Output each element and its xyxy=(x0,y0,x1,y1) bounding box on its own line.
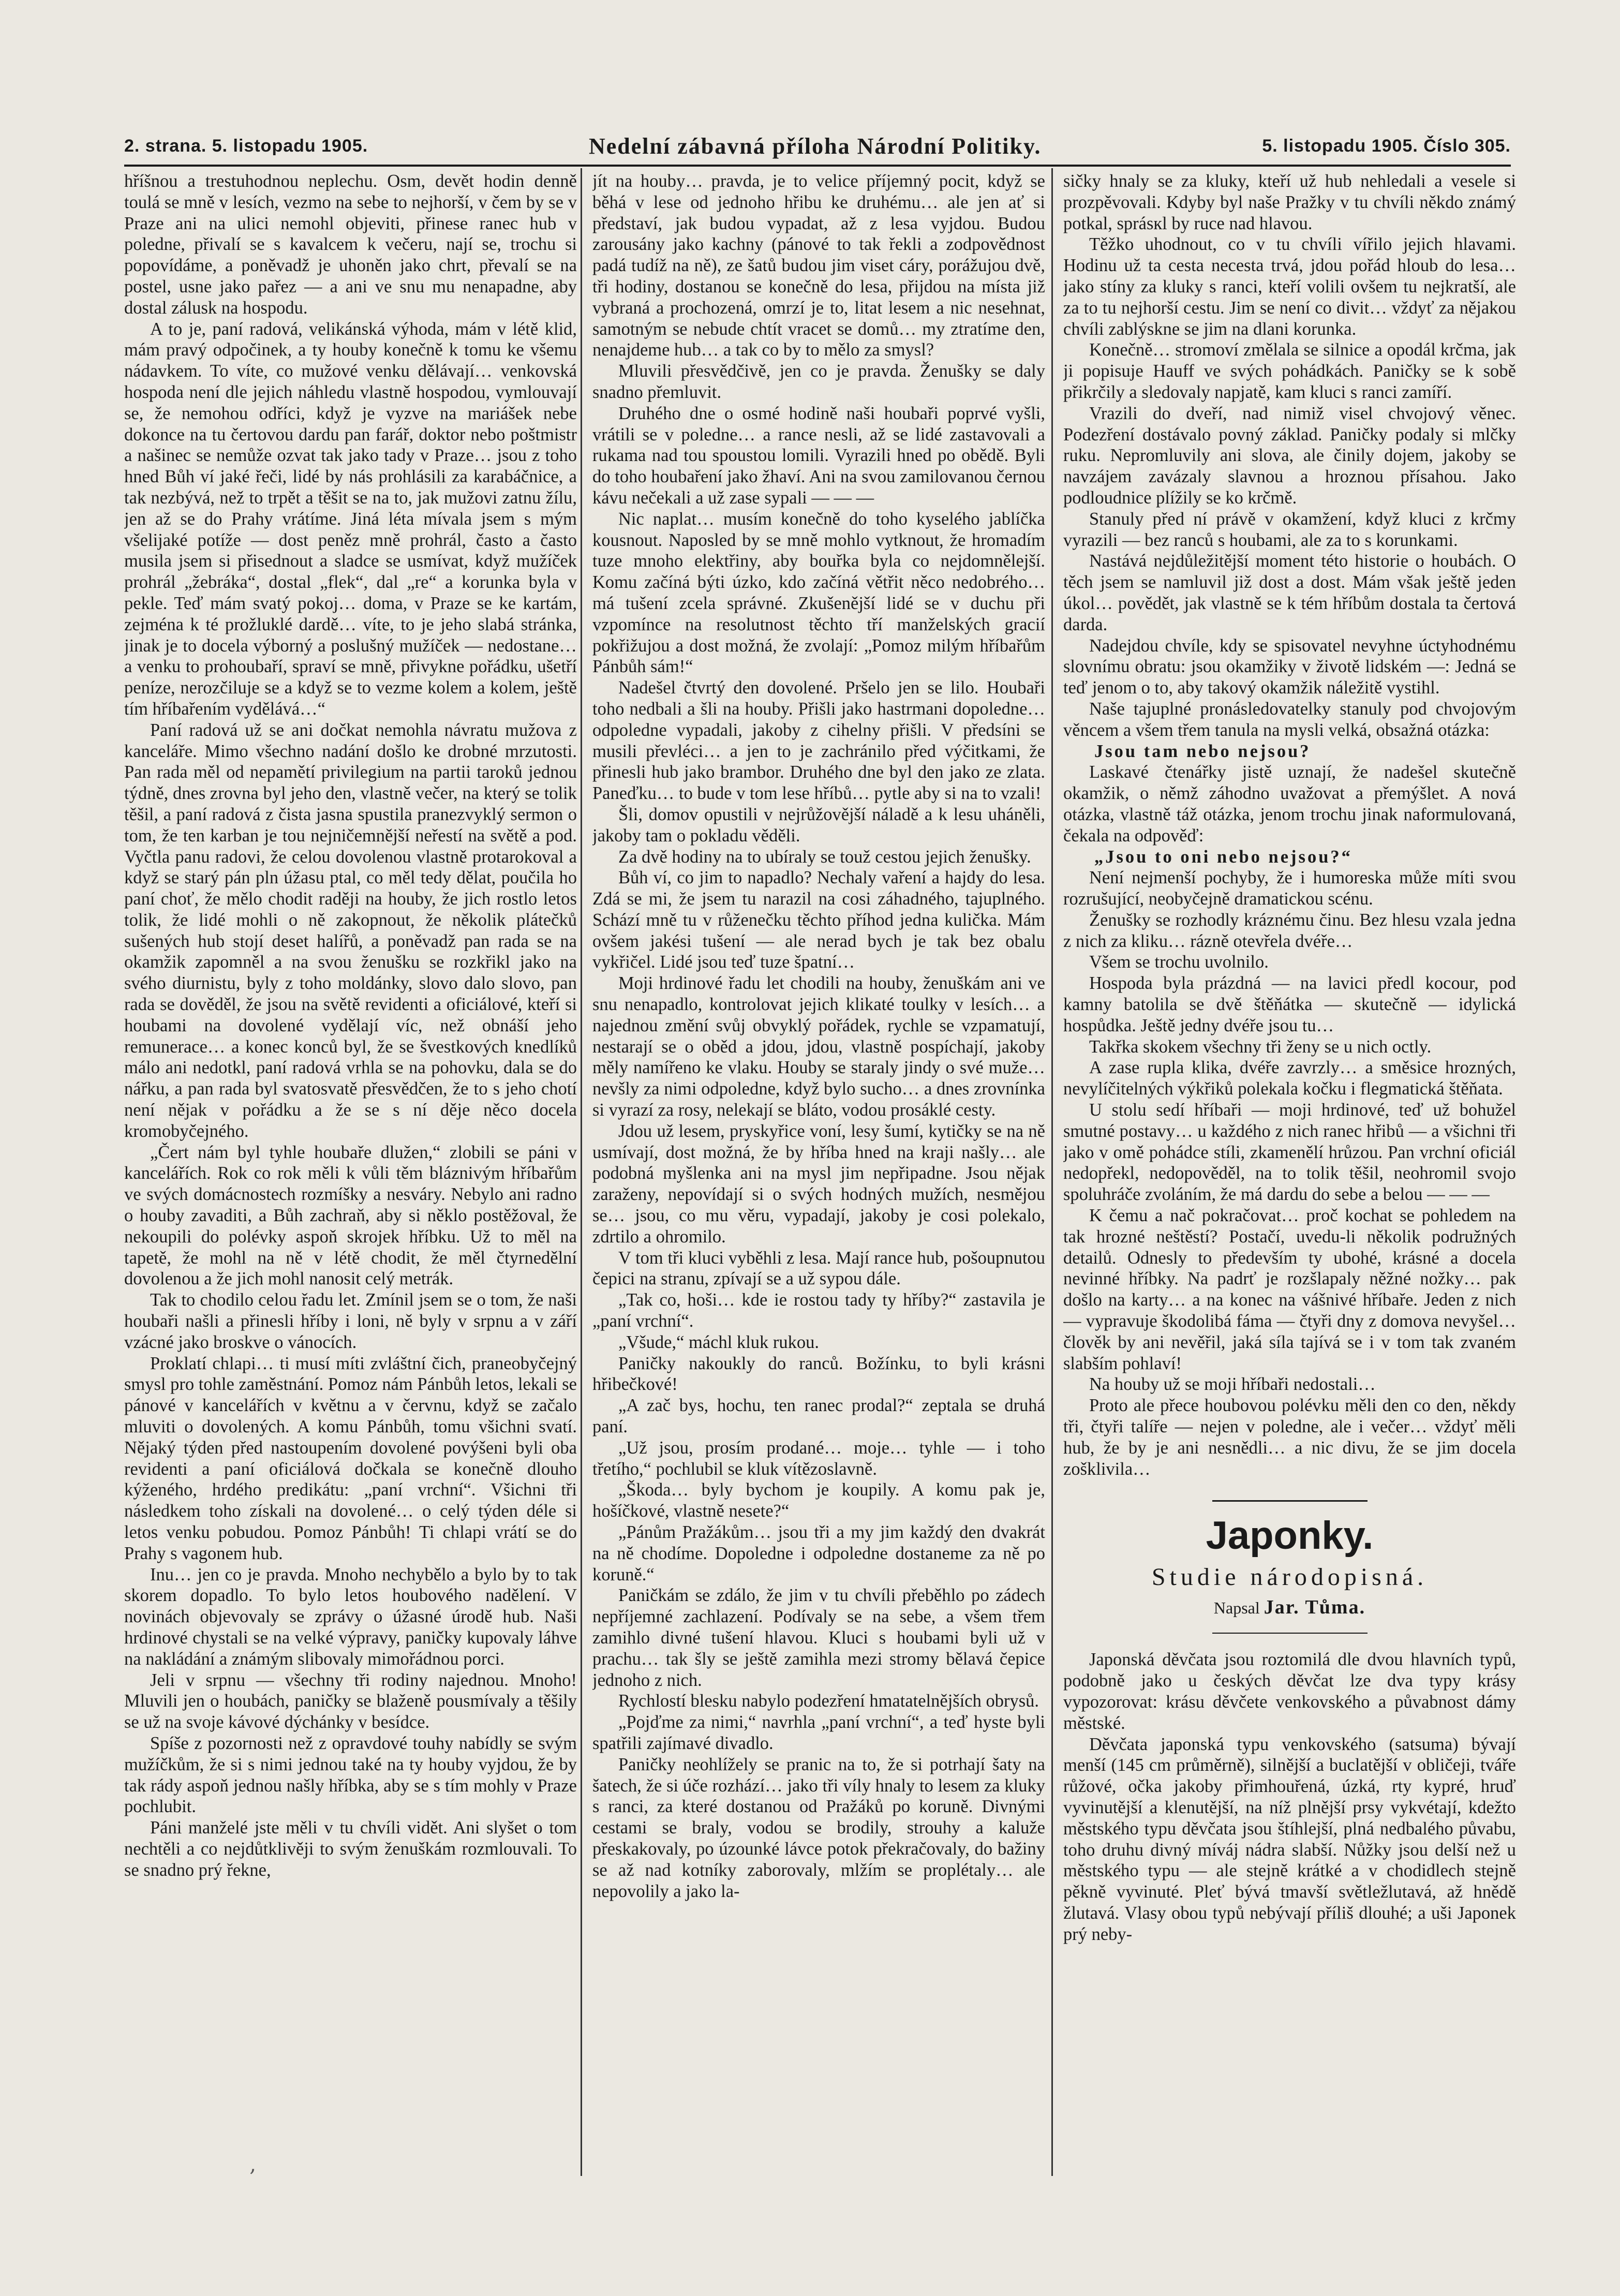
article-paragraph: Paničky nakoukly do ranců. Božínku, to byli krásni hřibečkové! xyxy=(592,1353,1045,1395)
article-paragraph: hříšnou a trestuhodnou neplechu. Osm, devět hodin denně toulá se mně v lesích, vezmo na sebe to nejhorší, v čem by se v Praze ani na ulici nemohl objeviti, přinese ranec hub v poledne, přivalí se s kavalcem k večeru, nají se, trochu si popovídáme, a poněvadž je uhoněn jako chrt, převalí se na postel, usne jako pařez — a ani ve snu mu nenapadne, aby dostal zálusk na hospodu. xyxy=(124,171,577,318)
article-paragraph: Nadejdou chvíle, kdy se spisovatel nevyhne úctyhodnému slovnímu obratu: jsou okamžiky v životě lidském —: Jedná se teď jenom o to, aby takový okamžik náležitě vystihl. xyxy=(1063,635,1516,698)
article-paragraph: Děvčata japonská typu venkovského (satsuma) bývají menší (145 cm průměrně), silnější a buclatější v obličeji, tváře růžové, očka jakoby přimhouřená, úzká, rty kypré, hruď vyvinutější a klenutější, na níž plnější prsy vykvétají, kdežto městského typu děvčata jsou štíhlejší, plná nedbalého půvabu, toho druhu divný míváj nádra slabší. Nůžky jsou delší než u městského typu — ale stejně krátké a v chodidlech stejně pěkně vyvinuté. Pleť bývá tmavší světležlutavá, až hnědě žlutavá. Vlasy obou typů nebývají příliš dlouhé; a uši Japonek prý neby- xyxy=(1063,1734,1516,1944)
article-paragraph: Takřka skokem všechny tři ženy se u nich octly. xyxy=(1089,1036,1432,1057)
article-paragraph: „Pánům Pražákům… jsou tři a my jim každý den dvakrát na ně chodíme. Dopoledne i odpoledne dostaneme za ně po koruně.“ xyxy=(592,1522,1045,1584)
article-paragraph: Všem se trochu uvolnilo. xyxy=(1089,952,1269,972)
article-paragraph: Jeli v srpnu — všechny tři rodiny najednou. Mnoho! Mluvili jen o houbách, paničky se blaženě pousmívaly a těšily se už na svoje kávové dýchánky v besídce. xyxy=(124,1670,577,1732)
article-paragraph: Rychlostí blesku nabylo podezření hmatatelnějších obrysů. xyxy=(618,1691,1039,1711)
article-paragraph: Paní radová už se ani dočkat nemohla návratu mužova z kanceláře. Mimo všechno nadání došlo ke drobné mrzutosti. Pan rada měl od nepamětí privilegium na partii taroků jednou týdně, dnes zrovna byl jeho den, vlastně večer, na který se tolik těšil, a paní radová z čista jasna spustila pranezvyklý sermon o tom, že ten karban je tou nejničemnější neřestí na světě a pod. Vyčtla panu radovi, že celou dovolenou vlastně protarokoval a když se starý pán pln úžasu ptal, co měl tedy dělat, poučila ho paní choť, že mělo chodit raději na houby, že jich rostlo letos tolik, že lidé mohli o ně zakopnout, že několik plátečků sušených hub stojí deset halířů, a poněvadž pan rada se na okamžik zapomněl a na svou ženušku se rozkřikl jako na svého diurnistu, byly z toho moldánky, slovo dalo slovo, pan rada se dověděl, že jsou na světě revidenti a oficiálové, kteří si houbami na dovolené vydělají víc, než obnáší jeho remunerace… a konec konců byl, že se švestkových knedlíků málo ani nedotkl, paní radová vrhla se na pohovku, dala se do nářku, a pan rada byl svatosvatě přesvědčen, že to s jeho chotí není nějak v pořádku a že se s ní děje něco docela kromobyčejného. xyxy=(124,720,577,1141)
article-title: Japonky. xyxy=(1206,1514,1374,1558)
article-paragraph: Konečně… stromoví změlala se silnice a opodál krčma, jak ji popisuje Hauff ve svých pohádkách. Paničky se k sobě přikrčily a sledovaly napjatě, kam kluci s ranci zamíří. xyxy=(1063,340,1516,402)
article-paragraph: „Pojďme za nimi,“ navrhla „paní vrchní“, a teď hyste byli spatřili zajímavé divadlo. xyxy=(592,1712,1045,1753)
article-paragraph: V tom tři kluci vyběhli z lesa. Mají rance hub, pošoupnutou čepici na stranu, zpívají se a už sypou dále. xyxy=(592,1248,1045,1289)
article-paragraph: „Tak co, hoši… kde ie rostou tady ty hříby?“ zastavila je „paní vrchní“. xyxy=(592,1290,1045,1331)
column-1 xyxy=(124,171,577,2179)
header-date-left: 2. strana. 5. listopadu 1905. xyxy=(124,136,368,156)
column-divider xyxy=(1051,168,1053,2176)
article-paragraph: Ženušky se rozhodly kráznému činu. Bez hlesu vzala jedna z nich za kliku… rázně otevřela dvéře… xyxy=(1063,910,1516,951)
article-paragraph: „Čert nám byl tyhle houbaře dlužen,“ zlobili se páni v kancelářích. Rok co rok měli k vůli těm bláznivým hříbařům ve svých domácnostech rozmíšky a nesváry. Nebylo ani radno o houby zavaditi, a Bůh zachraň, aby si něklo postěžoval, že nekoupili do polévky aspoň skrojek hříbku. Už to měl na tapetě, že mohl na ně v létě chodit, že měl čtyrnedělní dovolenou a že jich mohl nanosit celý metrák. xyxy=(124,1142,577,1289)
article-paragraph: Proto ale přece houbovou polévku měli den co den, někdy tři, čtyři talíře — nejen v poledne, ale i večer… vždyť měli hub, že by je ani nesnědli… a nic divu, že se jim docela zošklivila… xyxy=(1063,1396,1516,1479)
author-name: Jar. Tůma. xyxy=(1264,1596,1366,1619)
article-paragraph: Jdou už lesem, pryskyřice voní, lesy šumí, kytičky se na ně usmívají, dost možná, že by hříba hned na kraji našly… ale podobná myšlenka ani na mysl jim nepřipadne. Jsou nějak zaraženy, nepovídají si o svých hodných mužích, nesmějou se… jsou, co mu věru, vypadají, jakoby je cosi polekalo, zdrtilo a ohromilo. xyxy=(592,1121,1045,1247)
article-paragraph: Moji hrdinové řadu let chodili na houby, ženuškám ani ve snu nenapadlo, kontrolovat jejich klikaté toulky v lesích… a najednou změní svůj obvyklý pořádek, rychle se vzpamatují, nestarají se o oběd a jdou, jdou, vlastně pospíchají, jakoby měly namířeno ke vlaku. Houby se staraly jindy o své muže… nevšly za nimi odpoledne, když bylo sucho… a dnes zrovnínka si vyrazí za rosy, nelekají se bláto, vodou prosáklé cesty. xyxy=(592,973,1045,1120)
column-2 xyxy=(592,171,1045,2179)
article-paragraph: Těžko uhodnout, co v tu chvíli vířilo jejich hlavami. Hodinu už ta cesta necesta trvá, jdou pořád hloub do lesa… jako stíny za kluky s ranci, kteří volili ovšem tu nejkratší, ale za to tu nejhorší cestu. Jim se není co divit… vždyť za nějakou chvíli zablýskne se jim na dlani korunka. xyxy=(1063,234,1516,339)
article-paragraph: Japonská děvčata jsou roztomilá dle dvou hlavních typů, podobně jako u českých děvčat lze dva typy krásy vypozorovat: krásu děvčete venkovského a půvabnost dámy městské. xyxy=(1063,1650,1516,1733)
article-paragraph: K čemu a nač pokračovat… proč kochat se pohledem na tak hrozné neštěstí? Postačí, uvedu-li několik podružných detailů. Odnesly to především ty ubohé, krásné a docela nevinné hříbky. Na padrť je rozšlapaly něžné nožky… pak došlo na karty… a na konec na vášnivé hříbaře. Jeden z nich — vypravuje škodolibá fáma — čtyři dny z domova nevyšel… člověk by ani nevěřil, jaká síla tajívá se i v tom tak zvaném slabším pohlaví! xyxy=(1063,1206,1516,1373)
article-paragraph: „Všude,“ máchl kluk rukou. xyxy=(618,1332,820,1352)
article-paragraph: jít na houby… pravda, je to velice příjemný pocit, když se běhá v lese od jednoho hřibu ke druhému… ale jen ať si představí, jak budou vypadat, až z lesa vyjdou. Budou zarousány jako kachny (pánové to tak řekli a zodpovědnost padá tudíž na ně), ze šatů budou jim viset cáry, porážujou dvě, tři hodiny, dostanou se konečně do lesa, přijdou na místa již vybraná a prochozená, omrzí je to, litat lesem a nic nesehnat, samotným se nebude chtít vracet se domů… my ztratíme den, nenajdeme hub… a tak co by to mělo za smysl? xyxy=(592,171,1045,360)
article-paragraph: Páni manželé jste měli v tu chvíli vidět. Ani slyšet o tom nechtěli a co nejdůtklivěji to svým ženuškám rozmlouvali. To se snadno prý řekne, xyxy=(124,1818,577,1880)
header-rule xyxy=(124,165,1511,167)
article-paragraph: „Škoda… byly bychom je koupily. A komu pak je, hošíčkové, vlastně nesete?“ xyxy=(592,1480,1045,1521)
column-3 xyxy=(1063,171,1516,2179)
article-paragraph: A zase rupla klika, dvéře zavrzly… a směsice hrozných, nevylíčitelných výkřiků polekala kočku i flegmatická štěňata. xyxy=(1063,1058,1516,1099)
article-paragraph: U stolu sedí hříbaři — moji hrdinové, teď už bohužel smutné postavy… u každého z nich ranec hřibů — a všichni tři jako v omě pohádce stíli, zkamenělí hrůzou. Pan vrchní oficiál nedopřekl, nedopověděl, na to tolik těšil, neohromil svojo spoluhráče zvoláním, že má dardu do sebe a belou — — — xyxy=(1063,1100,1516,1205)
printer-mark: ‚ xyxy=(249,2153,256,2176)
column-divider xyxy=(581,168,582,2176)
page-header xyxy=(124,130,1511,161)
article-paragraph: Nadešel čtvrtý den dovolené. Pršelo jen se lilo. Houbaři toho nedbali a šli na houby. Přišli jako hastrmani dopoledne… odpoledne vypadali, jakoby z cihelny přišli. V předsíni se musili převléci… a jen to je zachránilo před výčitkami, že přinesli hub jako brambor. Druhého dne byl den jako ze zlata. Paneďku… to bude v tom lese hříbů… pytle aby si na to vzali! xyxy=(592,678,1045,804)
article-subtitle: Studie národopisná. xyxy=(1151,1563,1428,1591)
article-paragraph: Naše tajuplné pronásledovatelky stanuly pod chvojovým věncem a všem třem tanula na mysli velká, obsažná otázka: xyxy=(1063,699,1516,740)
article-paragraph: Paničkám se zdálo, že jim v tu chvíli přeběhlo po zádech nepříjemné zachlazení. Podívaly se na sebe, a všem třem zamihlo divné tušení hlavou. Kluci s houbami byli už v prachu… tak šly se ještě zamihla mezi stromy bělavá čepice jednoho z nich. xyxy=(592,1586,1045,1690)
article-paragraph: „A zač bys, hochu, ten ranec prodal?“ zeptala se druhá paní. xyxy=(592,1396,1045,1437)
article-paragraph: Paničky neohlížely se pranic na to, že si potrhají šaty na šatech, že si úče rozhází… jako tři víly hnaly to lesem za kluky s ranci, za které dostanou od Pražáků po koruně. Divnými cestami se braly, vodou se brodily, strouhy a kaluže přeskakovaly, po úzounké lávce potok překračovaly, do bažiny se až nad kotníky zaborovaly, mlžím se proplétaly… ale nepovolily a jako la- xyxy=(592,1754,1045,1901)
header-publication-title: Nedelní zábavná příloha Národní Politiky. xyxy=(589,133,1042,159)
article-byline xyxy=(1063,1594,1516,1621)
article-paragraph: A to je, paní radová, velikánská výhoda, mám v létě klid, mám pravý odpočinek, a ty houby konečně k tomu ke všemu nádavkem. To víte, co mužové venku dělávají… venkovská hospoda není dle jejich náhledu vlastně hospodou, vymlouvají se, že nemohou odříci, když je vyzve na mariášek nebe dokonce na tu čertovou dardu pan farář, doktor nebo poštmistr a našinec se nemůže ozvat tak jako tady v Praze… jsou z toho hned Bůh ví jaké řeči, lidé by nás prohlásili za karabáčnice, a tak nezbývá, než to trpět a těšit se na to, jak mužovi zatnu žílu, jen až se do Prahy vrátíme. Jiná léta mívala jsem s mým všelijaké potíže — dost peněz mně prohrál, často a často musila jsem si přisednout a sladce se usmívat, když mužíček prohrál „žebráka“, dostal „flek“, dal „re“ a korunka byla v pekle. Teď mám svatý pokoj… doma, v Praze se ke kartám, zejména k té prožluklé dardě… víte, to je jeho slabá stránka, jinak je to docela výborný a poslušný mužíček — nedostane… a venku to prohoubaří, spraví se mně, přivykne pořádku, ušetří peníze, nerozčiluje se a když se to vezme kolem a kolem, ještě tím hříbařením vydělává…“ xyxy=(124,319,577,719)
article-paragraph: Hospoda byla prázdná — na lavici předl kocour, pod kamny batolila se dvě štěňátka — skutečně — idylická hospůdka. Ještě jedny dvéře jsou tu… xyxy=(1063,973,1516,1035)
article-paragraph: Vrazili do dveří, nad nimiž visel chvojový věnec. Podezření dostávalo povný základ. Paničky podaly si mlčky ruku. Nepromluvily ani slova, ale činily dojem, jakoby se navzájem zavázaly slavnou a hroznou přísahou. Jako podloudnice plížily se ko krčmě. xyxy=(1063,403,1516,508)
byline-prefix: Napsal xyxy=(1213,1598,1260,1618)
article-paragraph: sičky hnaly se za kluky, kteří už hub nehledali a vesele si prozpěvovali. Kdyby byl naše Pražky v tu chvíli někdo známý potkal, sprásкl by ruce nad hlavou. xyxy=(1063,171,1516,233)
article-paragraph: Inu… jen co je pravda. Mnoho nechybělo a bylo by to tak skorem dopadlo. To bylo letos houbového nadělení. V novinách objevovaly se zprávy o úžasné úrodě hub. Naši hrdinové chystali se na velké výpravy, paničky kupovaly láhve na nakládání a známým slibovaly mimořádnou porci. xyxy=(124,1564,577,1669)
article-paragraph: Mluvili přesvědčivě, jen co je pravda. Ženušky se daly snadno přemluvit. xyxy=(592,361,1045,402)
article-paragraph: Proklatí chlapi… ti musí míti zvláštní čich, praneobyčejný smysl pro tohle zaměstnání. Pomoz nám Pánbůh letos, lekali se pánové v kancelářích v květnu a v červnu, když se začalo mluviti o dovolených. A komu Pánbůh, tomu všichni svatí. Nějaký týden před nastoupením dovolené povýšeni byli oba revidenti a paní oficiálová dočkala se konečně dlouho kýženého, hrdého predikátu: „paní vrchní“. Všichni tři následkem toho získali na dovolené… o celý týden déle si letos venku pobudou. Pomoz Pánbůh! Ti chlapi vrátí se do Prahy s vagonem hub. xyxy=(124,1353,577,1563)
byline-separator xyxy=(1212,1633,1368,1634)
article-paragraph: Není nejmenší pochyby, že i humoreska může míti svou rozrušující, neobyčejně dramatickou scénu. xyxy=(1063,868,1516,909)
article-paragraph: Bůh ví, co jim to napadlo? Nechaly vaření a hajdy do lesa. Zdá se mi, že jsem tu narazil na cosi záhadného, tajuplného. Schází mně tu v růženečku těchto příhod jedna kulička. Mám ovšem jakési tušení — ale nerad bych je tak bez obalu vykřičel. Lidé jsou teď tuze špatní… xyxy=(592,868,1045,972)
article-paragraph: Na houby už se moji hříbaři nedostali… xyxy=(1089,1374,1376,1395)
article-paragraph: Nic naplat… musím konečně do toho kyselého jablíčka kousnout. Naposled by se mně mohlo vytknout, že hromadím tuze mnoho elektřiny, aby bouřka byla co nejdomnělejší. Komu začíná býti úzko, kdo začíná větřit něco nedobrého… má tušení zcela správné. Zkušenější lidé se v duchu při vzpomínce na resolutnost těchto tří manželských gracií pokřižujou a dost možná, že zvolají: „Pomoz milým hříbařům Pánbůh sám!“ xyxy=(592,509,1045,677)
article-paragraph: Spíše z pozornosti než z opravdové touhy nabídly se svým mužíčkům, že si s nimi jednou také na ty houby vyjdou, že by tak rády aspoň jednou našly hříbka, aby se s tím mohly v Praze pochlubit. xyxy=(124,1733,577,1817)
article-paragraph: „Už jsou, prosím prodané… moje… tyhle — i toho třetího,“ pochlubil se kluk vítězoslavně. xyxy=(592,1438,1045,1479)
article-paragraph: Nastává nejdůležitější moment této historie o houbách. O těch jsem se namluvil již dost a dost. Mám však ještě jeden úkol… povědět, jak vlastně se k tém hříbům dostala ta čertová darda. xyxy=(1063,551,1516,634)
section-separator xyxy=(1212,1500,1368,1502)
article-paragraph: Stanuly před ní právě v okamžení, když kluci z krčmy vyrazili — bez ranců s houbami, ale za to s korunkami. xyxy=(1063,509,1516,550)
header-issue-number: 5. listopadu 1905. Číslo 305. xyxy=(1262,136,1511,156)
article-paragraph: Druhého dne o osmé hodině naši houbaři poprvé vyšli, vrátili se v poledne… a rance nesli, až se lidé zastavovali a rukama nad tou spoustou lomili. Vyrazili hned po obědě. Byli do toho houbaření jako žhaví. Ani na svou zamilovanou černou kávu nečekali a už zase sypali — — — xyxy=(592,403,1045,508)
article-paragraph: Jsou tam nebo nejsou? xyxy=(1094,741,1311,761)
article-paragraph: Šli, domov opustili v nejrůžovější náladě a k lesu uháněli, jakoby tam o pokladu věděli. xyxy=(592,804,1045,846)
article-paragraph: Za dvě hodiny na to ubíraly se touž cestou jejich ženušky. xyxy=(618,847,1031,867)
article-paragraph: Tak to chodilo celou řadu let. Zmínil jsem se o tom, že naši houbaři našli a přinesli hříby i loni, ně byly v srpnu a v září vzácné jako broskve o vánocích. xyxy=(124,1290,577,1352)
article-paragraph: „Jsou to oni nebo nejsou?“ xyxy=(1094,847,1353,867)
article-paragraph: Laskavé čtenářky jistě uznají, že nadešel skutečně okamžik, o němž záhodno uvažovat a přemýšlet. A nová otázka, vlastně táž otázka, jenom trochu jinak naformulovaná, čekala na odpověď: xyxy=(1063,762,1516,846)
